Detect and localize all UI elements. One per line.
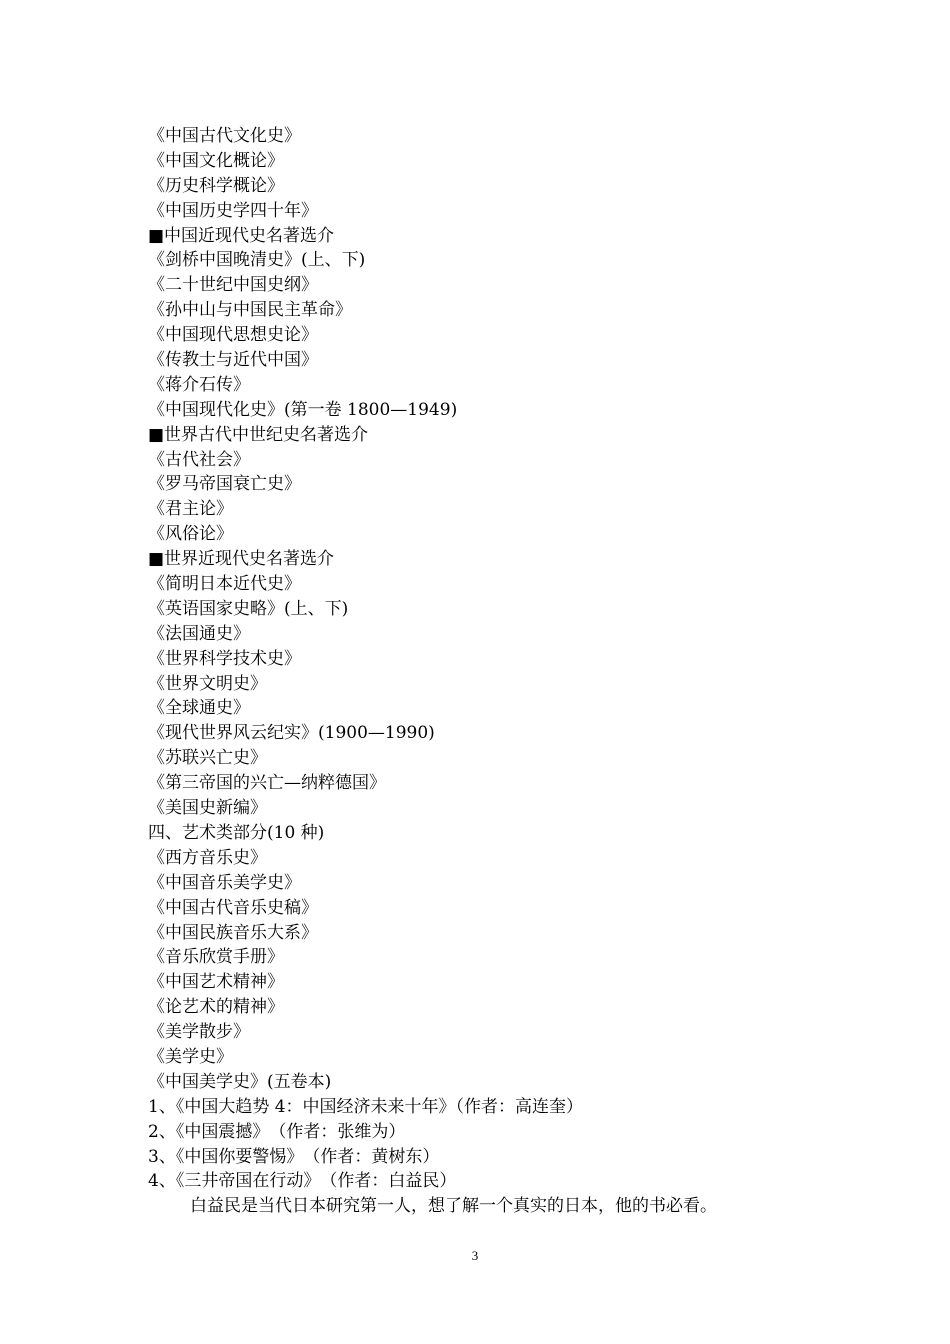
list-item: 《苏联兴亡史》 — [148, 748, 267, 769]
numbered-item: 1、《中国大趋势 4：中国经济未来十年》（作者：高连奎） — [148, 1096, 584, 1117]
list-item: 《中国艺术精神》 — [148, 972, 284, 993]
list-item: 《英语国家史略》(上、下) — [148, 598, 349, 619]
list-item: 《法国通史》 — [148, 623, 250, 644]
book-list — [148, 124, 848, 1219]
list-item: 《中国民族音乐大系》 — [148, 922, 318, 943]
list-item: 《世界文明史》 — [148, 673, 267, 694]
list-item: 《剑桥中国晚清史》(上、下) — [148, 250, 366, 271]
list-item: 《现代世界风云纪实》(1900—1990) — [148, 723, 435, 744]
list-item: 《中国古代音乐史稿》 — [148, 897, 318, 918]
list-item: 《第三帝国的兴亡—纳粹德国》 — [148, 773, 386, 794]
numbered-item: 3、《中国你要警惕》 （作者：黄树东） — [148, 1146, 440, 1167]
section-heading: ■中国近现代史名著选介 — [148, 225, 335, 246]
list-item: 《中国历史学四十年》 — [148, 200, 318, 221]
numbered-item: 2、《中国震撼》 （作者：张维为） — [148, 1121, 406, 1142]
list-item: 《蒋介石传》 — [148, 374, 250, 395]
list-item: 《西方音乐史》 — [148, 847, 267, 868]
list-item: 《中国现代思想史论》 — [148, 325, 318, 346]
list-item: 《全球通史》 — [148, 698, 250, 719]
section-heading: ■世界古代中世纪史名著选介 — [148, 424, 369, 445]
list-item: 《中国美学史》(五卷本) — [148, 1071, 332, 1092]
list-item: 《孙中山与中国民主革命》 — [148, 300, 352, 321]
list-item: 《中国现代化史》(第一卷 1800—1949) — [148, 399, 458, 420]
list-item: 《音乐欣赏手册》 — [148, 947, 284, 968]
list-item: 《中国音乐美学史》 — [148, 872, 301, 893]
list-item: 《风俗论》 — [148, 524, 233, 545]
list-item: 《二十世纪中国史纲》 — [148, 275, 318, 296]
list-item: 《罗马帝国衰亡史》 — [148, 474, 301, 495]
list-item: 《传教士与近代中国》 — [148, 350, 318, 371]
list-item: 《世界科学技术史》 — [148, 648, 301, 669]
section-heading: 四、艺术类部分(10 种) — [148, 822, 325, 843]
list-item: 《古代社会》 — [148, 449, 250, 470]
list-item: 《中国古代文化史》 — [148, 126, 301, 146]
list-item: 《论艺术的精神》 — [148, 997, 284, 1018]
list-item: 《简明日本近代史》 — [148, 574, 301, 595]
list-item: 《美学史》 — [148, 1046, 233, 1067]
list-item: 《美学散步》 — [148, 1022, 250, 1043]
numbered-item: 4、《三井帝国在行动》 （作者：白益民） — [148, 1171, 457, 1192]
page-number: 3 — [471, 1248, 479, 1263]
list-item: 《美国史新编》 — [148, 798, 267, 819]
list-item: 《历史科学概论》 — [148, 175, 284, 196]
list-item: 《君主论》 — [148, 499, 233, 520]
body-paragraph: 白益民是当代日本研究第一人，想了解一个真实的日本，他的书必看。 — [190, 1196, 717, 1217]
section-heading: ■世界近现代史名著选介 — [148, 549, 335, 570]
list-item: 《中国文化概论》 — [148, 150, 284, 171]
